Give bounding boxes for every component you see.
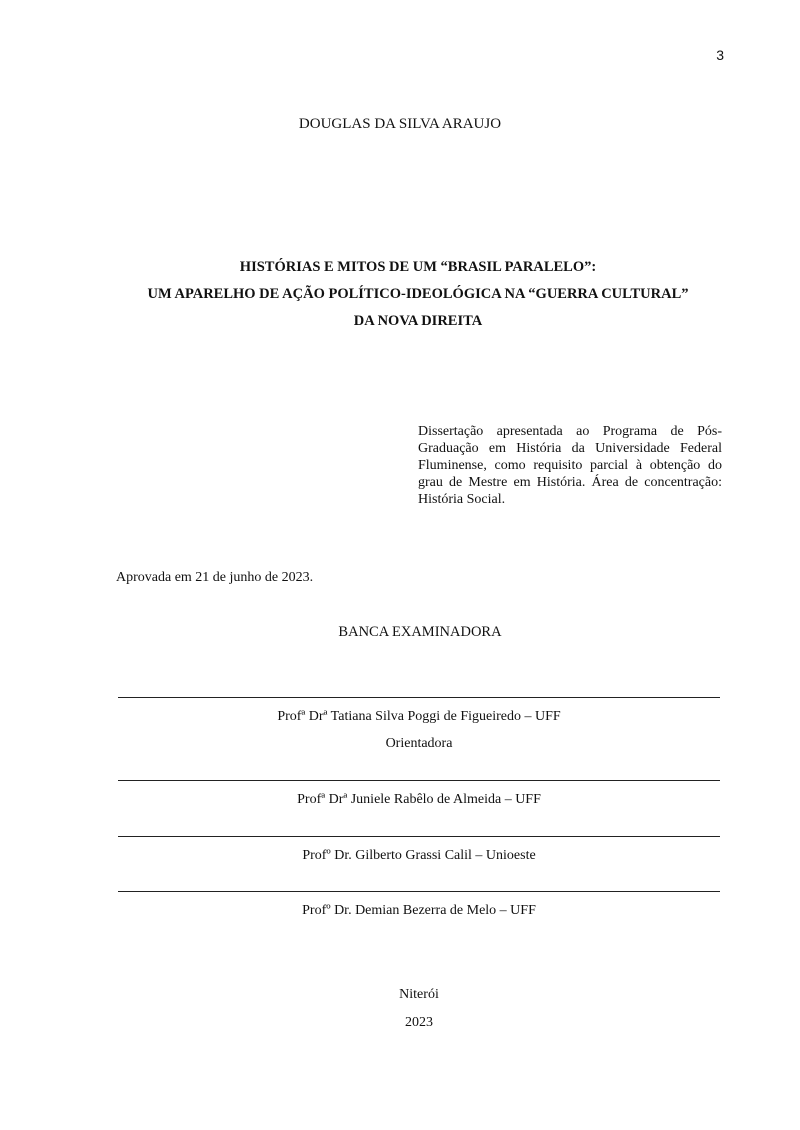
dissertation-note: Dissertação apresentada ao Programa de Pós-Graduação em História da Universidade Federal Fluminense, como requisito parcial à obtenção do grau de Mestre em História. Área de concentração: História Social. (418, 424, 722, 507)
board-member-role: Orientadora (385, 736, 453, 751)
board-member-name: Profº Dr. Demian Bezerra de Melo – UFF (302, 903, 536, 918)
title-line-3: DA NOVA DIREITA (353, 313, 483, 329)
signature-line (118, 697, 720, 698)
signature-line (118, 780, 720, 781)
signature-line (118, 891, 720, 892)
page-number: 3 (716, 47, 724, 63)
board-member-name: Profª Drª Juniele Rabêlo de Almeida – UFF (297, 792, 541, 807)
signature-line (118, 836, 720, 837)
city: Niterói (399, 987, 439, 1002)
approval-date: Aprovada em 21 de junho de 2023. (116, 570, 314, 585)
year: 2023 (405, 1015, 433, 1030)
board-member-name: Profº Dr. Gilberto Grassi Calil – Unioeste (302, 848, 536, 863)
board-member-name: Profª Drª Tatiana Silva Poggi de Figueiredo – UFF (277, 709, 561, 724)
title-line-1: HISTÓRIAS E MITOS DE UM “BRASIL PARALELO”: (239, 259, 597, 275)
board-heading: BANCA EXAMINADORA (338, 624, 502, 640)
title-line-2: UM APARELHO DE AÇÃO POLÍTICO-IDEOLÓGICA NA “GUERRA CULTURAL” (147, 286, 689, 302)
author-name: DOUGLAS DA SILVA ARAUJO (298, 116, 502, 132)
dissertation-title (100, 254, 736, 335)
